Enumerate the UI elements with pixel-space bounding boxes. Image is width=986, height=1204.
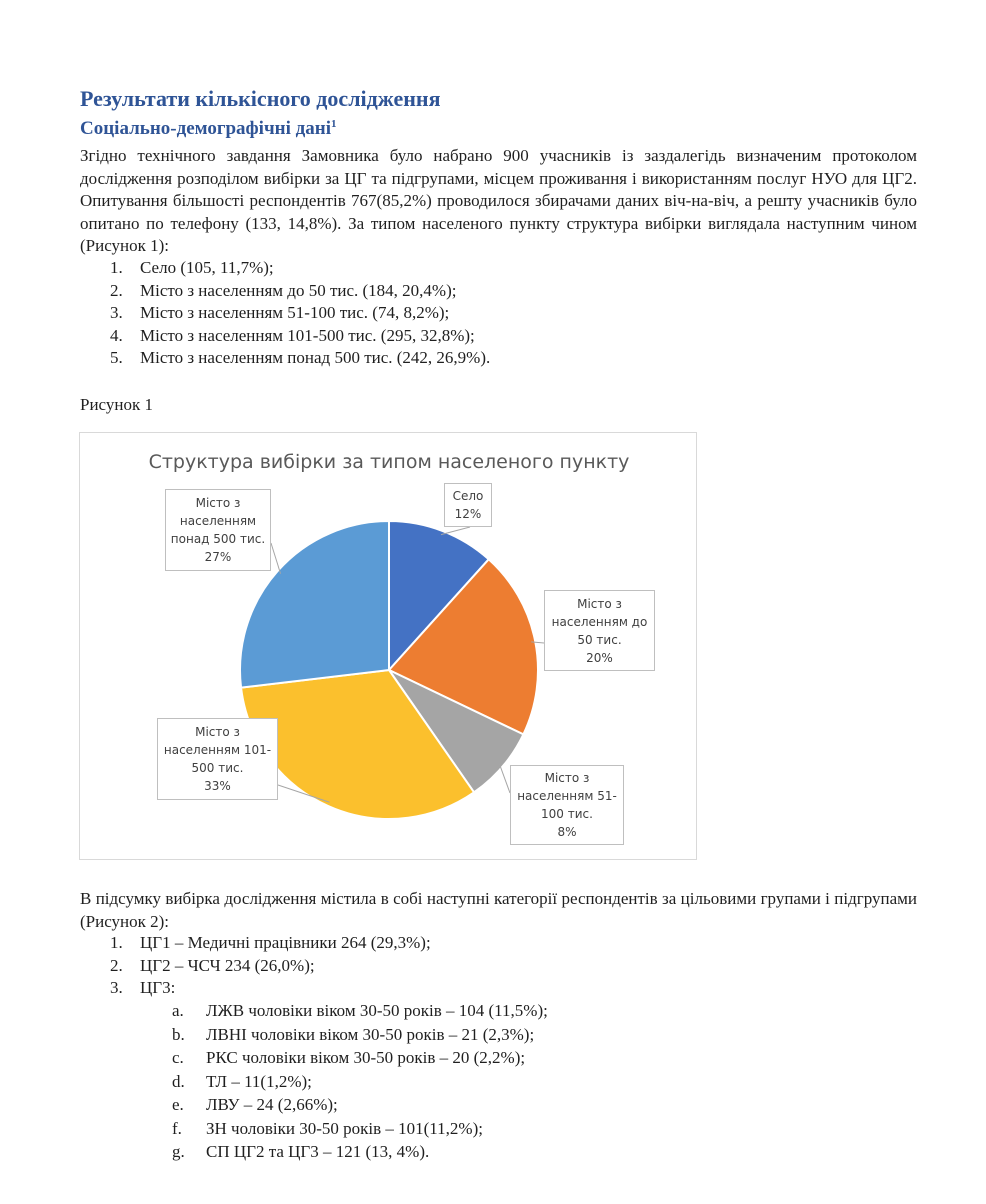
data-label-line: населенням 51- bbox=[517, 789, 617, 803]
list-item bbox=[110, 347, 490, 370]
list-letter: c. bbox=[172, 1048, 184, 1067]
list-item-text: ЛВУ – 24 (2,66%); bbox=[206, 1095, 338, 1114]
list-item-text: ЗН чоловіки 30-50 років – 101(11,2%); bbox=[206, 1118, 483, 1138]
list-letter: d. bbox=[172, 1071, 185, 1091]
data-label-line: 8% bbox=[557, 825, 577, 839]
groups-list bbox=[110, 932, 431, 1000]
list-item-text: ЦГ3: bbox=[140, 978, 176, 997]
leader-line-selo bbox=[441, 527, 470, 535]
list-item bbox=[110, 257, 490, 280]
list-item-text: Місто з населенням до 50 тис. (184, 20,4%); bbox=[140, 280, 457, 300]
list-number: 4. bbox=[110, 325, 123, 345]
list-item bbox=[110, 325, 490, 348]
list-item-text: Місто з населенням понад 500 тис. (242, 26,9%). bbox=[140, 348, 491, 367]
figure-caption: Рисунок 1 bbox=[80, 395, 153, 414]
list-letter: e. bbox=[172, 1095, 184, 1114]
list-item-text: ЛВНІ чоловіки віком 30-50 років – 21 (2,3%); bbox=[206, 1024, 535, 1044]
data-label-line: Місто з bbox=[195, 496, 241, 510]
list-number: 2. bbox=[110, 955, 123, 975]
data-label-city-under-50k bbox=[544, 590, 655, 671]
footnote-ref[interactable]: 1 bbox=[330, 118, 337, 130]
list-letter: a. bbox=[172, 1001, 184, 1020]
list-item bbox=[172, 1117, 548, 1141]
list-item bbox=[172, 1023, 548, 1047]
subgroups-list bbox=[172, 999, 548, 1164]
list-item bbox=[110, 302, 490, 325]
data-label-city-101-500k bbox=[157, 718, 278, 800]
chart-title: Структура вибірки за типом населеного пункту bbox=[148, 451, 630, 473]
list-item-text: ЛЖВ чоловіки віком 30-50 років – 104 (11,5%); bbox=[206, 1001, 548, 1020]
list-item-text: Село (105, 11,7%); bbox=[140, 258, 274, 277]
list-item bbox=[172, 999, 548, 1023]
data-label-line: 27% bbox=[204, 550, 232, 564]
data-label-line: Місто з bbox=[544, 771, 590, 785]
data-label-selo bbox=[444, 483, 492, 527]
list-number: 3. bbox=[110, 303, 123, 322]
list-item-text: ЦГ1 – Медичні працівники 264 (29,3%); bbox=[140, 933, 431, 952]
list-item bbox=[172, 1093, 548, 1117]
list-number: 1. bbox=[110, 933, 123, 952]
list-item-text: Місто з населенням 51-100 тис. (74, 8,2%); bbox=[140, 303, 450, 322]
list-item bbox=[172, 1070, 548, 1094]
section-heading: Результати кількісного дослідження bbox=[80, 86, 441, 111]
list-item bbox=[110, 280, 490, 303]
data-label-line: 20% bbox=[586, 650, 613, 665]
list-number: 3. bbox=[110, 978, 123, 997]
data-label-line: понад 500 тис. bbox=[170, 532, 266, 546]
list-letter: g. bbox=[172, 1142, 185, 1161]
data-label-city-51-100k bbox=[510, 765, 624, 845]
data-label-line: Місто з bbox=[577, 596, 622, 611]
list-item bbox=[110, 977, 431, 1000]
list-item-text: РКС чоловіки віком 30-50 років – 20 (2,2%); bbox=[206, 1048, 526, 1067]
data-label-line: 12% bbox=[454, 507, 482, 521]
data-label-line: населенням 101- bbox=[163, 743, 272, 757]
data-label-line: 50 тис. bbox=[577, 632, 622, 647]
pie-chart bbox=[79, 432, 697, 860]
list-number: 5. bbox=[110, 348, 123, 367]
data-label-line: 500 тис. bbox=[191, 761, 244, 775]
subsection-heading bbox=[80, 118, 336, 140]
data-label-line: населенням до bbox=[551, 614, 648, 629]
list-letter: f. bbox=[172, 1118, 182, 1138]
list-item bbox=[172, 1046, 548, 1070]
list-item-text: ТЛ – 11(1,2%); bbox=[206, 1071, 312, 1091]
subsection-heading-text: Соціально-демографічні дані bbox=[80, 118, 331, 139]
list-item bbox=[110, 955, 431, 978]
leader-line-city-51-100k bbox=[499, 764, 510, 793]
list-letter: b. bbox=[172, 1024, 185, 1044]
intro-paragraph: Згідно технічного завдання Замовника було набрано 900 учасників із заздалегідь визначеним протоколом дослідження розподілом вибірки за ЦГ та підгрупами, місцем проживання і використанням послуг НУО для ЦГ2. Опитування більшості респондентів 767(85,2%) проводилося збирачами даних віч-на-віч, а решту учасників було опитано по телефону (133, 14,8%). За типом населеного пункту структура вибірки виглядала наступним чином (Рисунок 1): bbox=[80, 146, 917, 255]
data-label-line: населенням bbox=[179, 514, 257, 528]
list-item-text: Місто з населенням 101-500 тис. (295, 32,8%); bbox=[140, 325, 475, 345]
data-label-city-over-500k bbox=[165, 489, 271, 571]
list-number: 1. bbox=[110, 258, 123, 277]
list-number: 2. bbox=[110, 280, 123, 300]
leader-line-city-over-500k bbox=[271, 543, 281, 574]
list-item-text: СП ЦГ2 та ЦГ3 – 121 (13, 4%). bbox=[206, 1142, 430, 1161]
data-label-line: 100 тис. bbox=[541, 807, 593, 821]
data-label-line: Село bbox=[452, 489, 484, 503]
list-item bbox=[172, 1140, 548, 1164]
settlement-list bbox=[110, 257, 490, 370]
list-item-text: ЦГ2 – ЧСЧ 234 (26,0%); bbox=[140, 955, 315, 975]
list-item bbox=[110, 932, 431, 955]
summary-paragraph: В підсумку вибірка дослідження містила в собі наступні категорії респондентів за цільовими групами і підгрупами (Рисунок 2): bbox=[80, 889, 917, 931]
data-label-line: Місто з bbox=[195, 725, 240, 739]
data-label-line: 33% bbox=[204, 779, 231, 793]
